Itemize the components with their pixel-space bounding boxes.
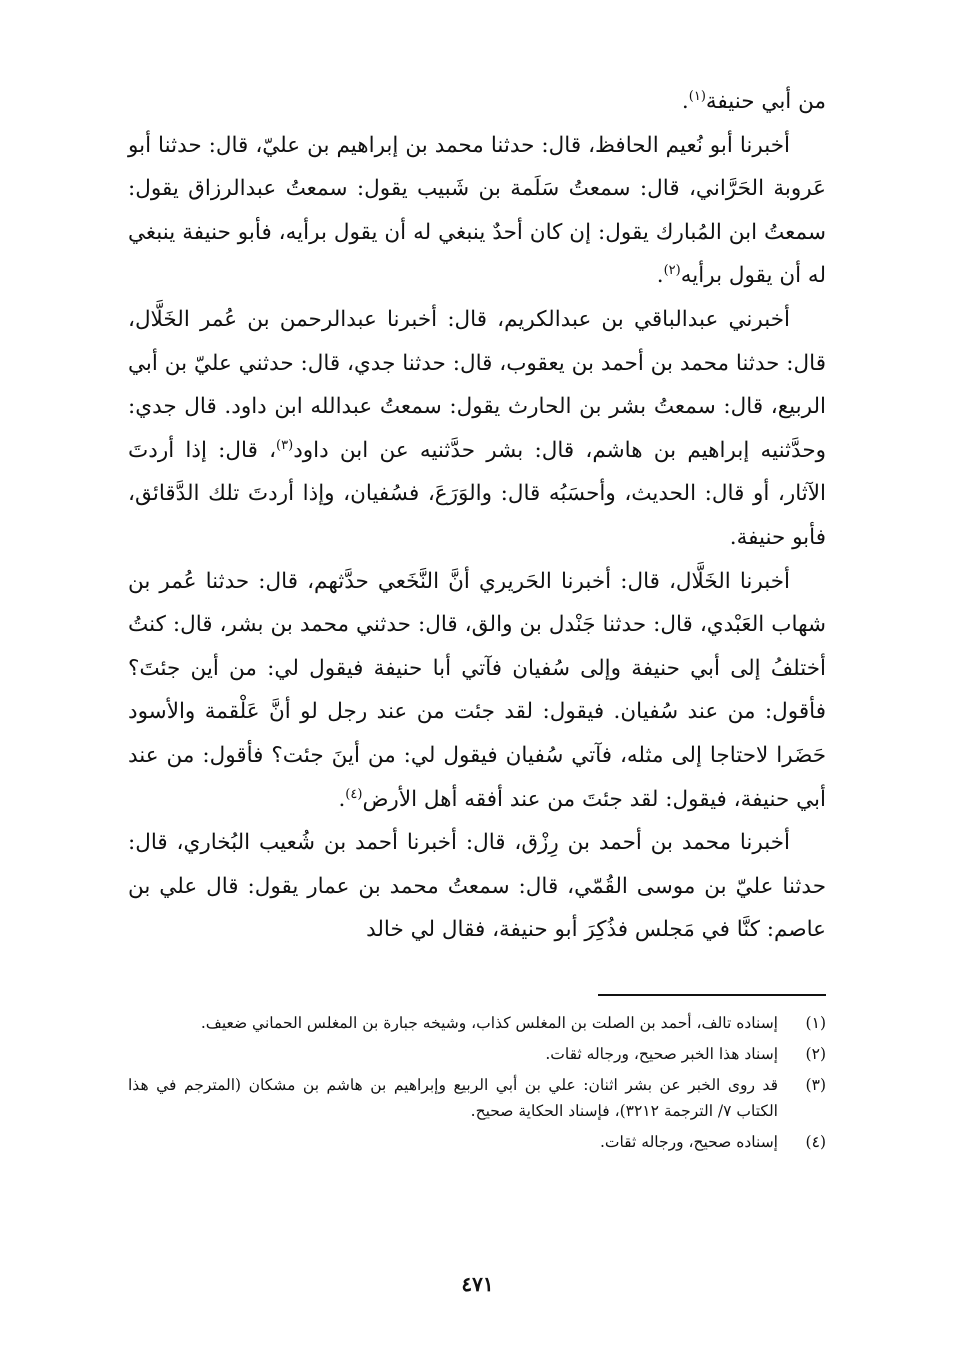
main-text — [128, 80, 826, 952]
paragraph-2-text-a: أخبرني عبدالباقي بن عبدالكريم، قال: أخبرنا عبدالرحمن بن عُمر الخَلَّال، قال: حدثنا محمد بن أحمد بن يعقوب، قال: حدثنا جدي، قال: حدثني عليّ بن أبي الربيع، قال: سمعتُ بشر بن الحارث يقول: سمعتُ عبدالله ابن داود. قال جدي: وحدَّثنيه إبراهيم بن هاشم، قال: بشر حدَّثنيه عن ابن داود — [128, 306, 826, 463]
footnote-number: (٢) — [805, 1045, 826, 1063]
footnote-text: قد روى الخبر عن بشر اثنان: علي بن أبي الربيع وإبراهيم بن هاشم بن مشكان (المترجم في هذا الكتاب ٧/ الترجمة ٣٢١٢)، فإسناد الحكاية صحيح. — [128, 1076, 778, 1120]
paragraph-1: أخبرنا أبو نُعيم الحافظ، قال: حدثنا محمد بن إبراهيم بن عليّ، قال: حدثنا أبو عَروبة الحَرَّاني، قال: سمعتُ سَلَمة بن شَبيب يقول: سمعتُ عبدالرزاق يقول: سمعتُ ابن المُبارك يقول: إن كان أحدٌ ينبغي له أن يقول برأيه، فأبو حنيفة ينبغي له أن يقول برأيه$^{(٢)}$. — [128, 132, 826, 289]
footnote-number: (٣) — [805, 1076, 826, 1094]
footnote-ref-2[interactable]: (٢) — [663, 263, 681, 279]
paragraph-2 — [128, 298, 826, 560]
paragraph-4 — [128, 821, 826, 952]
paragraph-1-text: أخبرنا أبو نُعيم الحافظ، قال: حدثنا محمد بن إبراهيم بن عليّ، قال: حدثنا أبو عَروبة الحَرَّاني، قال: سمعتُ سَلَمة بن شَبيب يقول: سمعتُ عبدالرزاق يقول: سمعتُ ابن المُبارك يقول: إن كان أحدٌ ينبغي له أن يقول برأيه، فأبو حنيفة ينبغي له أن يقول برأيه — [128, 132, 826, 289]
opening-line: من أبي حنيفة$^{(١)}$. — [681, 88, 826, 114]
footnote-item — [128, 1041, 826, 1067]
footnote-separator — [598, 994, 826, 996]
footnote-text: إسناد هذا الخبر صحيح، ورجاله ثقات. — [545, 1045, 778, 1063]
footnote-ref-1[interactable]: (١) — [688, 88, 706, 104]
footnote-ref-3[interactable]: (٣) — [276, 437, 294, 453]
paragraph-3: أخبرنا الخَلَّال، قال: أخبرنا الحَريري أنَّ النَّخَعي حدَّثهم، قال: حدثنا عُمر بن شهاب العَبْدي، قال: حدثنا جَنْدل بن والق، قال: حدثني محمد بن بشر، قال: كنتُ أختلفُ إلى أبي حنيفة وإلى سُفيان فآتي أبا حنيفة فيقول لي: من أين جئتَ؟ فأقول: من عند سُفيان. فيقول: لقد جئت من عند رجل لو أنَّ عَلْقمة والأسود حَضَرا لاحتاجا إلى مثله، فآتي سُفيان فيقول لي: من أينَ جئت؟ فأقول: من عند أبي حنيفة، فيقول: لقد جئتَ من عند أفقه أهل الأرض$^{(٤)}$. — [128, 568, 826, 812]
footnote-ref-4[interactable]: (٤) — [345, 786, 363, 802]
footnotes — [128, 1010, 826, 1160]
opening-text: من أبي حنيفة — [705, 89, 826, 114]
footnote-text: إسناده تالف، أحمد بن الصلت بن المغلس كذاب، وشيخه جبارة بن المغلس الحماني ضعيف. — [200, 1014, 778, 1032]
paragraph-4-text: أخبرنا محمد بن أحمد بن رِزْق، قال: أخبرنا أحمد بن شُعيب البُخاري، قال: حدثنا عليّ بن موسى القُمّي، قال: سمعتُ محمد بن عمار يقول: قال علي بن عاصم: كنَّا في مَجلس فذُكِرَ أبو حنيفة، فقال لي خالد — [128, 830, 826, 943]
footnote-text: إسناده صحيح، ورجاله ثقات. — [599, 1133, 778, 1151]
footnote-number: (٤) — [805, 1133, 826, 1151]
footnote-number: (١) — [805, 1014, 826, 1032]
page-number: ٤٧١ — [461, 1272, 494, 1296]
paragraph-3-text: أخبرنا الخَلَّال، قال: أخبرنا الحَريري أنَّ النَّخَعي حدَّثهم، قال: حدثنا عُمر بن شهاب العَبْدي، قال: حدثنا جَنْدل بن والق، قال: حدثني محمد بن بشر، قال: كنتُ أختلفُ إلى أبي حنيفة وإلى سُفيان فآتي أبا حنيفة فيقول لي: من أين جئتَ؟ فأقول: من عند سُفيان. فيقول: لقد جئت من عند رجل لو أنَّ عَلْقمة والأسود حَضَرا لاحتاجا إلى مثله، فآتي سُفيان فيقول لي: من أينَ جئت؟ فأقول: من عند أبي حنيفة، فيقول: لقد جئتَ من عند أفقه أهل الأرض — [128, 568, 826, 812]
footnote-item — [128, 1129, 826, 1155]
paragraph-2-text-b: ، قال: إذا أردتَ الآثار، أو قال: الحديث، وأحسَبُه قال: والوَرَعَ، فسُفيان، وإذا أردتَ تلك الدَّقائق، فأبو حنيفة. — [128, 437, 826, 550]
footnote-item — [128, 1072, 826, 1124]
footnote-item — [128, 1010, 826, 1036]
